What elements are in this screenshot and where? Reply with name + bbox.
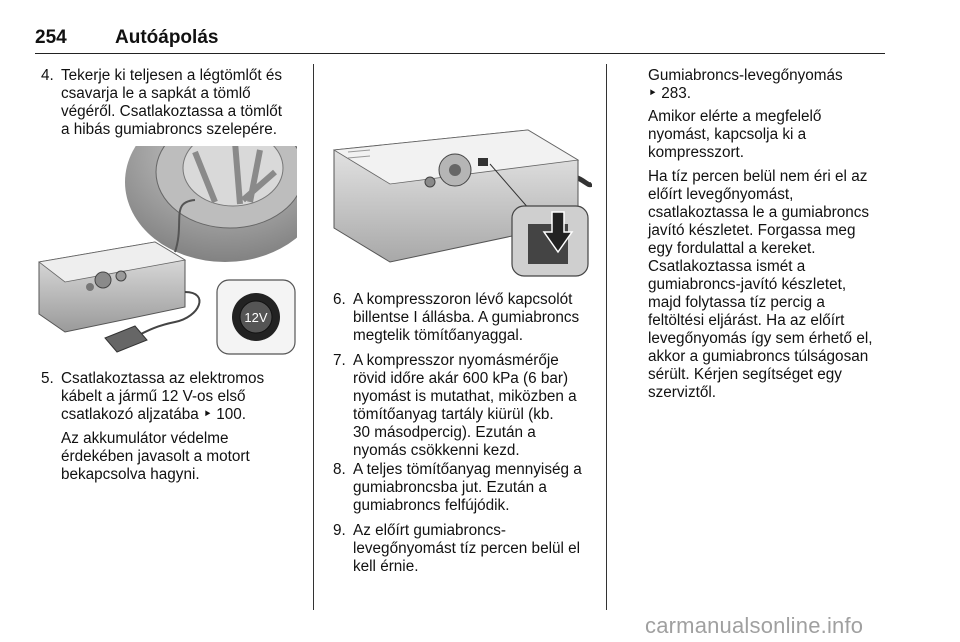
text-line: előírt levegőnyomást, xyxy=(648,186,794,203)
text-line: tömítőanyag tartály kiürül (kb. xyxy=(353,406,554,423)
text-line: billentse I állásba. A gumiabroncs xyxy=(353,309,580,326)
text-line: gumiabroncsba jut. Ezután a xyxy=(353,479,547,496)
text-line: nyomást is mutathat, miközben a xyxy=(353,388,577,405)
text-line: végéről. Csatlakoztassa a tömlőt xyxy=(61,103,283,120)
text-line: csavarja le a sapkát a tömlő xyxy=(61,85,251,102)
text-line: Amikor elérte a megfelelő xyxy=(648,108,822,125)
compressor-switch-illustration xyxy=(330,72,592,280)
text-line: kompresszort. xyxy=(648,144,745,161)
text-line: levegőnyomás így sem érhető el, xyxy=(648,330,873,347)
step-number: 4. xyxy=(41,67,54,84)
text-line: A kompresszoron lévő kapcsolót xyxy=(353,291,573,308)
step-number: 9. xyxy=(333,522,346,539)
step-text xyxy=(61,370,264,424)
text-line: Gumiabroncs-levegőnyomás xyxy=(648,67,843,84)
step-text xyxy=(353,352,577,460)
text-line: csatlakoztassa le a gumiabroncs xyxy=(648,204,870,221)
page-number: 254 xyxy=(35,27,67,48)
compressor-tyre-illustration xyxy=(35,142,297,358)
text-line: rövid időre akár 600 kPa (6 bar) xyxy=(353,370,569,387)
text-line: érdekében javasolt a motort xyxy=(61,448,250,465)
page-header xyxy=(35,27,885,54)
text-line: nyomást, kapcsolja ki a xyxy=(648,126,807,143)
text-line: Csatlakoztassa az elektromos xyxy=(61,370,265,387)
text-line: Ha tíz percen belül nem éri el az xyxy=(648,168,868,185)
text-line: feltöltési eljárást. Ha az előírt xyxy=(648,312,845,329)
column-divider-1 xyxy=(313,64,314,610)
text-line: gumiabroncs-javító készletet, xyxy=(648,276,847,293)
step-text xyxy=(353,291,579,345)
pressure-reference xyxy=(648,67,893,103)
text-line: nyomás csökkenni kezd. xyxy=(353,442,520,459)
step-text xyxy=(61,67,282,139)
text-line: megtelik tömítőanyaggal. xyxy=(353,327,524,344)
text-line: A teljes tömítőanyag mennyiség a xyxy=(353,461,582,478)
text-line: csatlakozó aljzatába ‣ 100. xyxy=(61,406,247,423)
pressure-not-reached-paragraph xyxy=(648,168,893,402)
text-line: Tekerje ki teljesen a légtömlőt és xyxy=(61,67,283,84)
text-line: gumiabroncs felfújódik. xyxy=(353,497,510,514)
text-line: a hibás gumiabroncs szelepére. xyxy=(61,121,277,138)
text-line: akkor a gumiabroncs túlságosan xyxy=(648,348,869,365)
text-line: Az akkumulátor védelme xyxy=(61,430,229,447)
step-number: 7. xyxy=(333,352,346,369)
text-line: egy fordulattal a kereket. xyxy=(648,240,816,257)
battery-note xyxy=(61,430,301,484)
text-line: javító készletet. Forgassa meg xyxy=(648,222,856,239)
text-line: majd folytassa tíz percig a xyxy=(648,294,825,311)
step-text xyxy=(353,461,582,515)
text-line: 30 másodpercig). Ezután a xyxy=(353,424,536,441)
text-line: A kompresszor nyomásmérője xyxy=(353,352,559,369)
text-line: kábelt a jármű 12 V-os első xyxy=(61,388,246,405)
step-text xyxy=(353,522,580,576)
step-number: 8. xyxy=(333,461,346,478)
step-number: 6. xyxy=(333,291,346,308)
column-divider-2 xyxy=(606,64,607,610)
switch-off-paragraph xyxy=(648,108,893,162)
socket-12v-label: 12V xyxy=(244,310,268,325)
chapter-title: Autóápolás xyxy=(115,27,219,48)
text-line: kell érnie. xyxy=(353,558,419,575)
text-line: szerviztől. xyxy=(648,384,716,401)
text-line: levegőnyomást tíz percen belül el xyxy=(353,540,581,557)
step-number: 5. xyxy=(41,370,54,387)
text-line: Az előírt gumiabroncs- xyxy=(353,522,507,539)
text-line: sérült. Kérjen segítséget egy xyxy=(648,366,842,383)
text-line: Csatlakoztassa ismét a xyxy=(648,258,806,275)
site-watermark: carmanualsonline.info xyxy=(645,613,864,638)
text-line: bekapcsolva hagyni. xyxy=(61,466,200,483)
text-line: ‣ 283. xyxy=(648,85,692,102)
